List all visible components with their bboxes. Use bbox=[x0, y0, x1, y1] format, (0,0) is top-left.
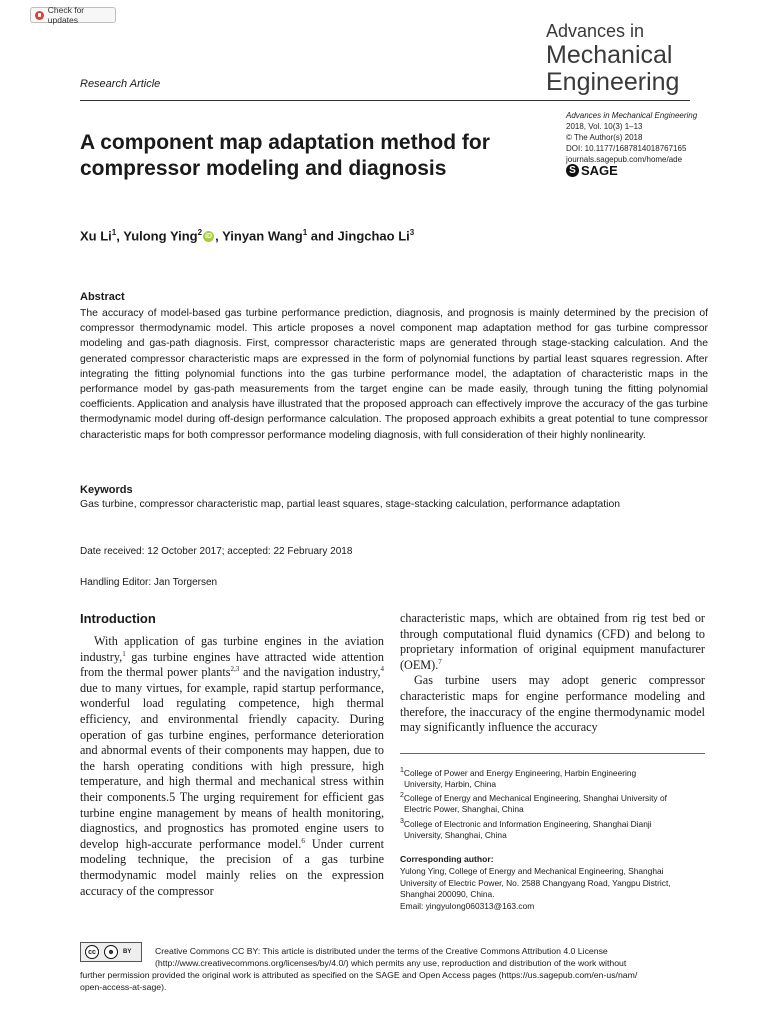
journal-logo bbox=[546, 22, 696, 95]
license-line: Creative Commons CC BY: This article is distributed under the terms of the Creative Commons Attribution 4.0 License bbox=[155, 946, 608, 956]
journal-name-line-2: Mechanical bbox=[546, 41, 673, 69]
affiliation-line: University, Harbin, China bbox=[404, 779, 497, 790]
affiliation-item bbox=[400, 765, 705, 790]
journal-name-line-1: Advances in bbox=[546, 21, 645, 41]
pub-journal: Advances in Mechanical Engineering bbox=[566, 111, 698, 120]
affiliation-number: 2 bbox=[400, 792, 404, 800]
header-divider bbox=[80, 100, 690, 101]
license-line: open-access-at-sage). bbox=[80, 982, 167, 992]
article-type: Research Article bbox=[80, 78, 161, 90]
affiliation-number: 1 bbox=[400, 767, 404, 774]
intro-text: Under current modeling technique, the precision of a gas turbine thermodynamic model mainly relies on the expression accuracy of the compressor bbox=[80, 836, 384, 898]
by-label: BY bbox=[123, 949, 132, 955]
author-name: Yinyan Wang bbox=[222, 228, 303, 244]
received-dates: Date received: 12 October 2017; accepted: 22 February 2018 bbox=[80, 546, 353, 557]
intro-paragraph bbox=[80, 634, 384, 899]
author-name: Jingchao Li bbox=[337, 228, 410, 244]
affiliation-line: Electric Power, Shanghai, China bbox=[404, 804, 524, 815]
check-for-updates-badge[interactable] bbox=[30, 7, 116, 23]
intro-text: With application of gas turbine engines in the aviation industry, bbox=[80, 634, 384, 664]
affiliation-item bbox=[400, 816, 705, 841]
citation-ref[interactable]: 7 bbox=[438, 657, 442, 666]
corresponding-line: Shanghai 200090, China. bbox=[400, 889, 495, 900]
journal-name-line-3: Engineering bbox=[546, 68, 680, 96]
keywords-text: Gas turbine, compressor characteristic map, partial least squares, stage-stacking calculation, performance adaptation bbox=[80, 499, 620, 510]
corresponding-email[interactable]: Email: yingyulong060313@163.com bbox=[400, 900, 535, 911]
publication-info bbox=[566, 110, 697, 165]
author-list: Xu Li$^1$, Yulong Ying$^2$ iD , Yinyan Wang$^1$ and Jingchao Li$^3$ bbox=[80, 228, 415, 244]
affiliation-line: College of Energy and Mechanical Engineering, Shanghai University of bbox=[403, 793, 667, 804]
corresponding-author-details bbox=[400, 866, 705, 912]
intro-paragraph bbox=[400, 611, 705, 673]
introduction-right-column bbox=[400, 611, 705, 736]
intro-text: due to many virtues, for example, rapid startup performance, wonderful load regulating competence, high thermal efficiency, and environmental friendly capacity. During operation of gas turbine engines, performance deterioration and abnormal events of their components may happen, due to the harsh operating conditions with high pressure, high temperature, and high thermal and mechanical stress within their components.5 The urging requirement for efficient gas turbine engine management by means of health monitoring, diagnostics, and prognostics has promoted engine users to develop high-accurate performance model. bbox=[80, 680, 384, 851]
creative-commons-icon[interactable] bbox=[80, 942, 142, 962]
intro-text: and the navigation industry, bbox=[239, 665, 381, 680]
license-text bbox=[155, 945, 715, 969]
sage-icon: S bbox=[566, 164, 579, 177]
pub-url[interactable]: journals.sagepub.com/home/ade bbox=[566, 155, 683, 164]
paper-title: A component map adaptation method for compressor modeling and diagnosis bbox=[80, 131, 490, 180]
citation-ref[interactable]: 1 bbox=[122, 649, 126, 658]
bookmark-icon bbox=[35, 11, 44, 20]
corresponding-line: University of Electric Power, No. 2588 Changyang Road, Yangpu District, bbox=[400, 877, 671, 888]
affiliation-number: 3 bbox=[400, 817, 404, 825]
intro-text: characteristic maps, which are obtained from rig test bed or through computational fluid dynamics (CFD) and belong to proprietary information of original equipment manufacturer (OEM). bbox=[400, 611, 705, 672]
author-affiliation: 2 bbox=[197, 228, 203, 237]
affiliation-footnotes bbox=[400, 765, 705, 841]
citation-ref[interactable]: 4 bbox=[380, 665, 385, 674]
license-line: further permission provided the original work is attributed as specified on the SAGE and Open Access pages (https://us.sagepub.com/en-us/nam/ bbox=[80, 970, 638, 980]
license-line: (http://www.creativecommons.org/licenses/by/4.0/) which permits any use, reproduction and distribution of the work without bbox=[155, 958, 627, 968]
pub-volume: 2018, Vol. 10(3) 1–13 bbox=[566, 122, 643, 131]
citation-ref[interactable]: 6 bbox=[301, 836, 305, 845]
footnote-divider bbox=[400, 753, 705, 754]
author-affiliation: 3 bbox=[409, 228, 415, 237]
introduction-heading: Introduction bbox=[80, 611, 156, 626]
author-affiliation: 1 bbox=[111, 228, 117, 237]
keywords-heading: Keywords bbox=[80, 484, 133, 496]
sage-logo bbox=[566, 163, 618, 178]
check-for-updates-label: Check for updates bbox=[47, 5, 85, 25]
sage-label: SAGE bbox=[581, 163, 618, 178]
intro-text: gas turbine engines have attracted wide attention from the thermal power plants bbox=[80, 649, 384, 680]
author-name: Xu Li bbox=[80, 228, 112, 244]
handling-editor: Handling Editor: Jan Torgersen bbox=[80, 577, 218, 588]
affiliation-line: College of Power and Energy Engineering, Harbin Engineering bbox=[403, 767, 637, 778]
pub-doi[interactable]: DOI: 10.1177/1687814018767165 bbox=[566, 144, 687, 153]
intro-paragraph: Gas turbine users may adopt generic compressor characteristic maps for engine performance modeling and therefore, the inaccuracy of the engine thermodynamic model may significantly influence the accuracy bbox=[400, 673, 705, 735]
affiliation-line: University, Shanghai, China bbox=[404, 829, 507, 840]
author-name: Yulong Ying bbox=[123, 228, 198, 244]
introduction-left-column bbox=[80, 634, 384, 899]
orcid-icon[interactable]: iD bbox=[205, 233, 213, 241]
author-affiliation: 1 bbox=[302, 228, 308, 237]
cc-icon: cc bbox=[85, 945, 99, 959]
affiliation-line: College of Electronic and Information Engineering, Shanghai Dianji bbox=[403, 818, 652, 829]
abstract-text: The accuracy of model-based gas turbine performance prediction, diagnosis, and prognosis is mainly determined by the precision of compressor thermodynamic model. This article proposes a novel component map adaptation method for gas turbine compressor modeling and gas-path diagnosis. First, compressor characteristic maps are generated through stage-stacking calculation. And the generated compressor characteristic maps are expressed in the form of polynomial functions by partial least squares regression. After integrating the fitting polynomial functions into the gas turbine performance model, the adaptation of characteristic maps in the performance model by gas-path measurements from the target engine can be made easily, through tuning the fitting polynomial coefficients. Application and analysis have illustrated that the proposed approach can effectively improve the accuracy of the gas turbine thermodynamic model during off-design performance calculation. The proposed approach exhibits a great potential to tune compressor characteristic maps for both compressor performance modeling diagnosis, with full consideration of their highly nonlinearity. bbox=[80, 308, 708, 441]
license-text-continued bbox=[80, 969, 712, 993]
corresponding-line: Yulong Ying, College of Energy and Mechanical Engineering, Shanghai bbox=[400, 866, 664, 876]
corresponding-author-heading: Corresponding author: bbox=[400, 854, 494, 864]
attribution-icon: ☻ bbox=[104, 945, 118, 959]
abstract-heading: Abstract bbox=[80, 291, 125, 303]
affiliation-item bbox=[400, 790, 705, 815]
citation-ref[interactable]: 2,3 bbox=[230, 665, 240, 674]
pub-copyright: © The Author(s) 2018 bbox=[566, 133, 643, 142]
